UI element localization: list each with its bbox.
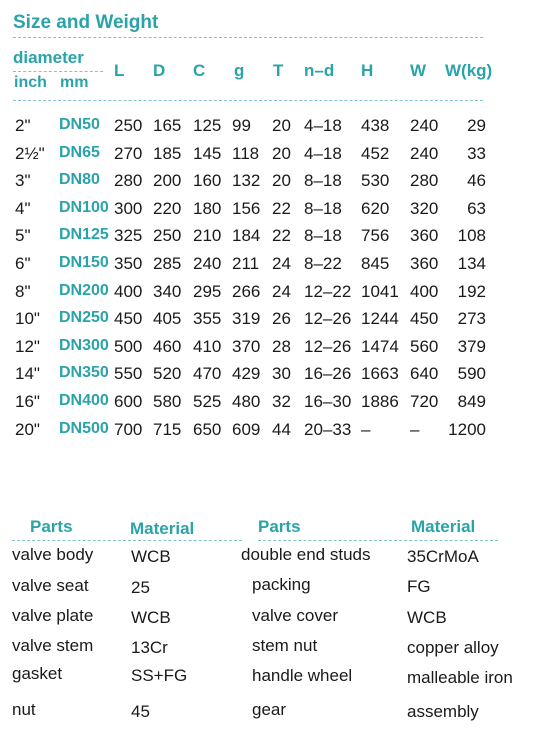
value-cell: 450 [410, 309, 439, 329]
value-cell: 715 [153, 419, 182, 439]
value-cell: 1041 [361, 281, 399, 301]
dn-cell: DN300 [59, 336, 109, 354]
material-value: WCB [407, 608, 447, 627]
part-name: valve stem [12, 636, 94, 655]
header-divider [13, 100, 483, 101]
part-name: valve cover [252, 606, 338, 625]
value-cell: 525 [193, 392, 222, 411]
value-cell: 108 [457, 226, 486, 246]
value-cell: 1200 [448, 419, 486, 439]
value-cell: 280 [410, 171, 439, 191]
column-header: H [361, 61, 374, 80]
value-cell: 185 [153, 143, 182, 163]
value-cell: 99 [232, 116, 251, 135]
value-cell: 285 [153, 254, 182, 273]
column-header: W [410, 61, 427, 80]
parts-header-divider-2 [258, 540, 498, 541]
part-name: valve plate [12, 606, 94, 625]
value-cell: 300 [114, 198, 143, 218]
value-cell: 22 [272, 198, 291, 218]
column-header: L [114, 61, 125, 80]
dn-cell: DN100 [59, 198, 109, 216]
inch-cell: 6" [15, 254, 31, 273]
parts-header-1: Parts [30, 517, 73, 536]
value-cell: 165 [153, 116, 182, 135]
value-cell: 580 [153, 392, 182, 411]
value-cell: 200 [153, 171, 182, 191]
value-cell: 20 [272, 143, 291, 163]
value-cell: 849 [457, 392, 486, 411]
value-cell: 266 [232, 281, 261, 301]
value-cell: 500 [114, 336, 143, 356]
material-value: 25 [131, 578, 150, 597]
inch-cell: 4" [15, 198, 31, 218]
value-cell: 220 [153, 198, 182, 218]
part-name: packing [252, 575, 311, 594]
inch-cell: 12" [15, 336, 40, 356]
value-cell: 1244 [361, 309, 399, 329]
value-cell: 145 [193, 143, 222, 163]
value-cell: 370 [232, 336, 261, 356]
value-cell: 410 [193, 336, 222, 356]
diameter-underline [13, 71, 103, 72]
value-cell: 650 [193, 419, 222, 439]
value-cell: 4–18 [304, 116, 342, 135]
material-value: malleable iron [407, 668, 513, 687]
value-cell: 320 [410, 198, 439, 218]
value-cell: 180 [193, 198, 222, 218]
value-cell: 33 [467, 143, 486, 163]
value-cell: 8–18 [304, 171, 342, 191]
value-cell: 28 [272, 336, 291, 356]
value-cell: 460 [153, 336, 182, 356]
dn-cell: DN65 [59, 143, 100, 161]
value-cell: 240 [410, 143, 439, 163]
value-cell: 8–18 [304, 226, 342, 246]
inch-cell: 5" [15, 226, 31, 246]
value-cell: 240 [193, 254, 222, 273]
dn-cell: DN125 [59, 226, 109, 244]
dn-cell: DN150 [59, 254, 109, 271]
value-cell: 620 [361, 198, 390, 218]
column-header: n–d [304, 61, 335, 80]
value-cell: 280 [114, 171, 143, 191]
value-cell: 438 [361, 116, 390, 135]
mm-header: mm [60, 74, 89, 91]
value-cell: 20 [272, 116, 291, 135]
value-cell: 609 [232, 419, 261, 439]
inch-cell: 8" [15, 281, 31, 301]
value-cell: – [410, 419, 420, 439]
value-cell: 273 [457, 309, 486, 329]
inch-header: inch [14, 74, 47, 91]
value-cell: 12–26 [304, 336, 352, 356]
value-cell: – [361, 419, 371, 439]
value-cell: 429 [232, 364, 261, 384]
inch-cell: 16" [15, 392, 40, 411]
dn-cell: DN400 [59, 392, 109, 409]
material-value: copper alloy [407, 638, 499, 657]
value-cell: 845 [361, 254, 390, 273]
value-cell: 240 [410, 116, 439, 135]
material-value: WCB [131, 547, 171, 566]
value-cell: 184 [232, 226, 261, 246]
value-cell: 16–30 [304, 392, 352, 411]
value-cell: 12–26 [304, 309, 352, 329]
value-cell: 211 [232, 254, 260, 273]
value-cell: 560 [410, 336, 439, 356]
value-cell: 405 [153, 309, 182, 329]
value-cell: 590 [457, 364, 486, 384]
value-cell: 46 [467, 171, 486, 191]
value-cell: 1474 [361, 336, 399, 356]
value-cell: 700 [114, 419, 143, 439]
dn-cell: DN50 [59, 116, 100, 133]
value-cell: 400 [410, 281, 439, 301]
material-value: 45 [131, 702, 150, 721]
inch-cell: 2½" [15, 143, 45, 163]
value-cell: 32 [272, 392, 291, 411]
value-cell: 295 [193, 281, 222, 301]
column-header: T [273, 61, 284, 80]
value-cell: 134 [457, 254, 486, 273]
value-cell: 470 [193, 364, 222, 384]
value-cell: 4–18 [304, 143, 342, 163]
value-cell: 20 [272, 171, 291, 191]
value-cell: 44 [272, 419, 291, 439]
value-cell: 319 [232, 309, 261, 329]
material-value: 13Cr [131, 638, 168, 657]
value-cell: 270 [114, 143, 143, 163]
value-cell: 24 [272, 254, 291, 273]
value-cell: 8–18 [304, 198, 342, 218]
value-cell: 8–22 [304, 254, 342, 273]
material-header-2: Material [411, 517, 476, 536]
value-cell: 340 [153, 281, 182, 301]
part-name: valve body [12, 545, 94, 564]
value-cell: 156 [232, 198, 261, 218]
value-cell: 480 [232, 392, 261, 411]
value-cell: 160 [193, 171, 222, 191]
material-value: FG [407, 577, 431, 596]
value-cell: 63 [467, 198, 486, 218]
value-cell: 600 [114, 392, 143, 411]
value-cell: 16–26 [304, 364, 352, 384]
value-cell: 379 [457, 336, 486, 356]
material-value: 35CrMoA [407, 547, 479, 566]
value-cell: 118 [232, 143, 260, 163]
inch-cell: 2" [15, 116, 31, 135]
value-cell: 210 [193, 226, 222, 246]
value-cell: 530 [361, 171, 390, 191]
part-name: gasket [12, 664, 63, 683]
diameter-header: diameter [13, 48, 84, 67]
part-name: gear [252, 700, 287, 719]
value-cell: 192 [457, 281, 486, 301]
value-cell: 325 [114, 226, 143, 246]
value-cell: 400 [114, 281, 143, 301]
part-name: nut [12, 700, 36, 719]
value-cell: 550 [114, 364, 143, 384]
dn-cell: DN200 [59, 281, 109, 299]
value-cell: 250 [114, 116, 143, 135]
inch-cell: 3" [15, 171, 31, 191]
value-cell: 450 [114, 309, 143, 329]
part-name: valve seat [12, 576, 89, 595]
value-cell: 132 [232, 171, 261, 191]
value-cell: 29 [467, 116, 486, 135]
value-cell: 640 [410, 364, 439, 384]
value-cell: 30 [272, 364, 291, 384]
value-cell: 452 [361, 143, 390, 163]
value-cell: 1663 [361, 364, 399, 384]
part-name: stem nut [252, 636, 318, 655]
material-value: WCB [131, 608, 171, 627]
value-cell: 360 [410, 254, 439, 273]
material-header-1: Material [130, 519, 195, 538]
column-header: C [193, 61, 206, 80]
value-cell: 1886 [361, 392, 399, 411]
material-value: assembly [407, 702, 479, 721]
title-divider [13, 37, 483, 38]
value-cell: 24 [272, 281, 291, 301]
value-cell: 520 [153, 364, 182, 384]
part-name: double end studs [241, 545, 371, 564]
value-cell: 360 [410, 226, 439, 246]
value-cell: 756 [361, 226, 390, 246]
value-cell: 125 [193, 116, 222, 135]
value-cell: 26 [272, 309, 291, 329]
column-header: W(kg) [445, 61, 493, 80]
inch-cell: 10" [15, 309, 40, 329]
value-cell: 720 [410, 392, 439, 411]
material-value: SS+FG [131, 666, 188, 685]
dn-cell: DN350 [59, 364, 109, 382]
value-cell: 355 [193, 309, 222, 329]
value-cell: 12–22 [304, 281, 352, 301]
inch-cell: 14" [15, 364, 40, 384]
parts-header-2: Parts [258, 517, 301, 536]
section-title: Size and Weight [13, 12, 159, 33]
value-cell: 250 [153, 226, 182, 246]
parts-header-divider-1 [12, 540, 242, 541]
dn-cell: DN250 [59, 309, 109, 327]
value-cell: 20–33 [304, 419, 352, 439]
part-name: handle wheel [252, 666, 353, 685]
inch-cell: 20" [15, 419, 40, 439]
column-header: g [234, 61, 245, 80]
value-cell: 22 [272, 226, 291, 246]
column-header: D [153, 61, 166, 80]
dn-cell: DN500 [59, 419, 109, 437]
dn-cell: DN80 [59, 171, 100, 189]
value-cell: 350 [114, 254, 143, 273]
